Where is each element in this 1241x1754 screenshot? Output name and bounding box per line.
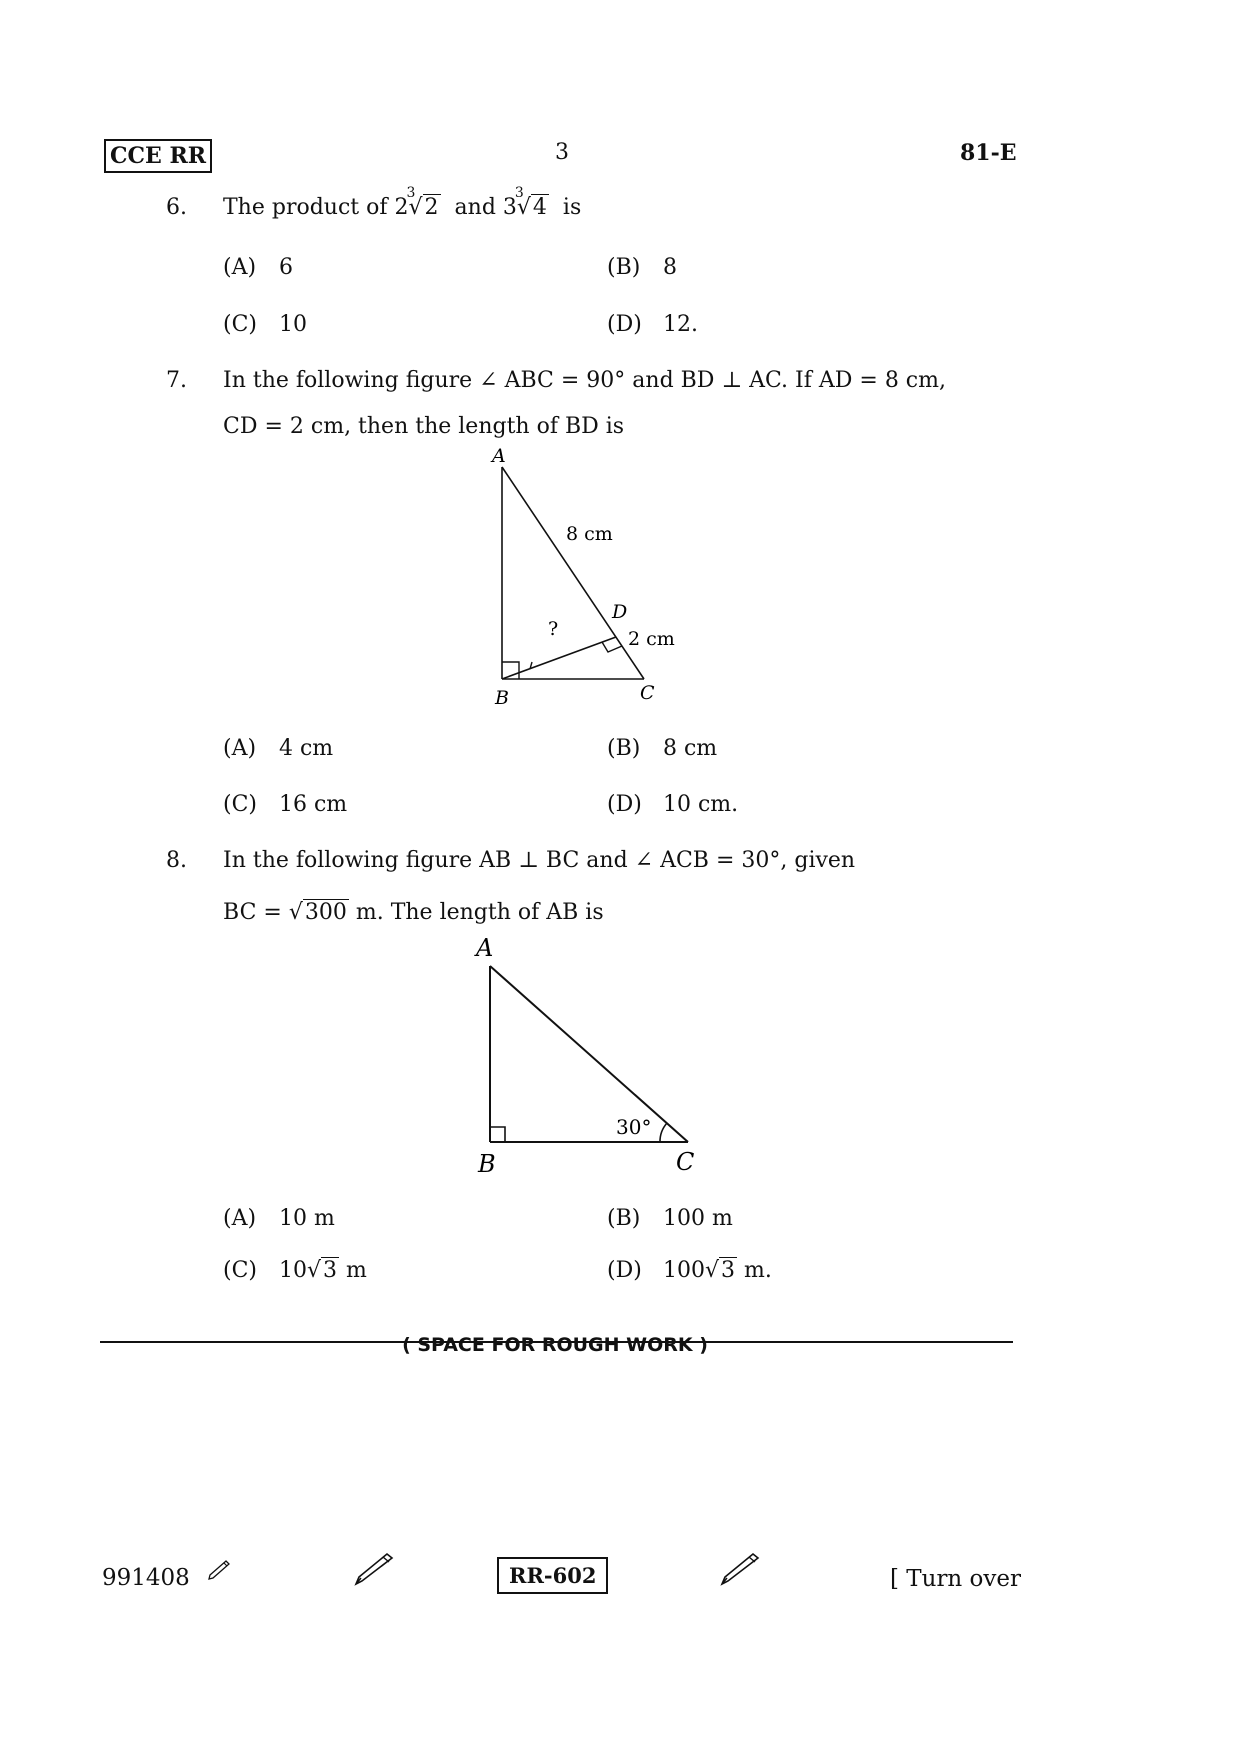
pen-icon <box>718 1552 762 1588</box>
q7-option-d[interactable]: (D) 10 cm. <box>607 792 739 817</box>
header-series-box: CCE RR <box>104 139 212 173</box>
q7-option-b[interactable]: (B) 8 cm <box>607 736 718 761</box>
footer-serial: 991408 <box>102 1565 190 1591</box>
q7-option-c[interactable]: (C) 16 cm <box>223 792 348 817</box>
question-8-line-1: In the following figure AB ⊥ BC and ∠ ACB = 30°, given <box>223 848 856 873</box>
question-7-number: 7. <box>166 368 187 393</box>
q6-option-c[interactable]: (C) 10 <box>223 312 307 337</box>
sqrt-300: 300 <box>304 900 347 925</box>
q8-option-c[interactable]: (C) 10√3 m <box>223 1258 367 1283</box>
q6-option-d[interactable]: (D) 12. <box>607 312 698 337</box>
side-ac <box>502 467 644 679</box>
q8-triangle-figure <box>460 930 720 1190</box>
right-angle-d <box>602 642 622 652</box>
right-angle-b <box>490 1127 505 1142</box>
label-b: B <box>478 1150 496 1178</box>
label-dc: 2 cm <box>628 628 675 650</box>
q7-triangle-figure <box>440 440 700 720</box>
side-ac <box>490 966 688 1142</box>
angle-c-arc <box>660 1123 667 1142</box>
label-angle: 30° <box>616 1115 652 1139</box>
question-8-line-2: BC = √300 m. The length of AB is <box>223 900 604 925</box>
page-number: 3 <box>555 140 569 165</box>
question-7-line-1: In the following figure ∠ ABC = 90° and BD ⊥ AC. If AD = 8 cm, <box>223 368 946 393</box>
label-c: C <box>640 682 655 704</box>
label-b: B <box>495 687 509 709</box>
label-a: A <box>492 445 506 467</box>
footer-code-box: RR-602 <box>497 1557 608 1594</box>
label-d: D <box>612 601 628 623</box>
q6-option-a[interactable]: (A) 6 <box>223 255 293 280</box>
q8-option-b[interactable]: (B) 100 m <box>607 1206 733 1231</box>
cube-root-2: 3 √4 <box>514 185 547 220</box>
pen-icon <box>352 1552 396 1588</box>
turn-over-text: [ Turn over <box>890 1566 1022 1592</box>
q8-option-d[interactable]: (D) 100√3 m. <box>607 1258 772 1283</box>
cube-root-1: 3 √2 <box>406 185 439 220</box>
question-6-text: The product of 2 3 √2 and 3 3 √4 is <box>223 185 582 220</box>
question-6-number: 6. <box>166 195 187 220</box>
q8-option-a[interactable]: (A) 10 m <box>223 1206 335 1231</box>
label-a: A <box>476 934 494 962</box>
label-c: C <box>676 1148 695 1176</box>
rough-work-label: ( SPACE FOR ROUGH WORK ) <box>402 1334 708 1356</box>
label-bd: ? <box>548 618 559 640</box>
paper-code: 81-E <box>960 140 1017 166</box>
q7-option-a[interactable]: (A) 4 cm <box>223 736 334 761</box>
label-ad: 8 cm <box>566 523 613 545</box>
question-8-number: 8. <box>166 848 187 873</box>
question-7-line-2: CD = 2 cm, then the length of BD is <box>223 414 625 439</box>
q6-option-b[interactable]: (B) 8 <box>607 255 677 280</box>
pen-icon <box>206 1560 232 1582</box>
